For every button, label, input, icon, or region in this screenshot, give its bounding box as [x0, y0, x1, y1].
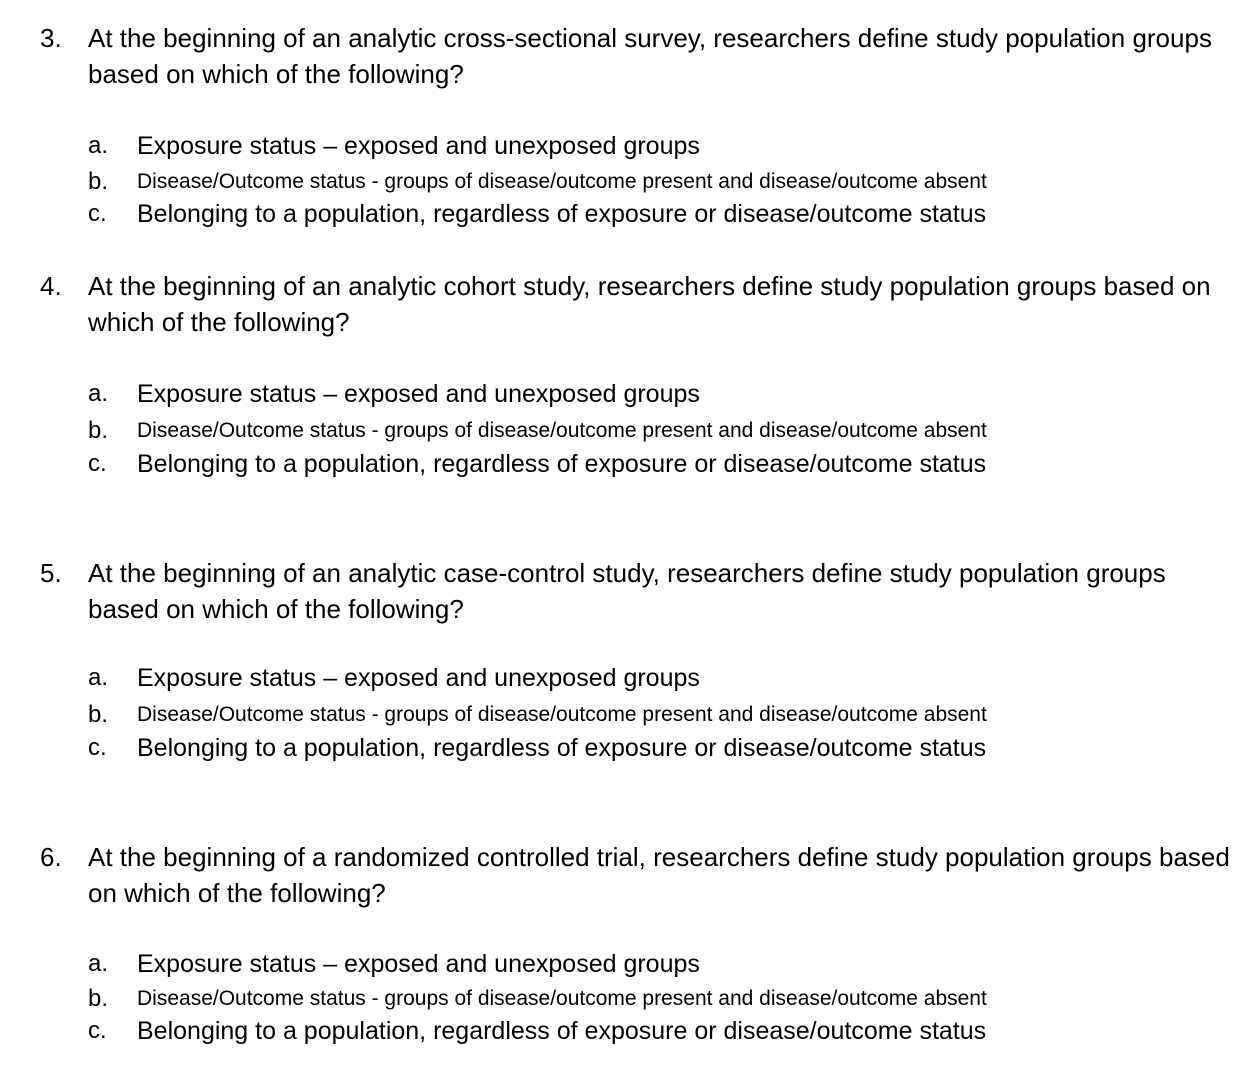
option-text: Disease/Outcome status - groups of disease/outcome present and disease/outcome absent — [137, 419, 987, 442]
option-text: Disease/Outcome status - groups of disease/outcome present and disease/outcome absent — [137, 987, 987, 1010]
option-c — [0, 447, 1254, 481]
option-letter: c. — [88, 450, 107, 477]
option-letter: a. — [88, 132, 109, 159]
option-b — [0, 698, 1254, 732]
question-text: At the beginning of an analytic case-control study, researchers define study population groups based on which of the following? — [88, 558, 1166, 624]
option-letter: a. — [88, 664, 109, 691]
option-a — [0, 377, 1254, 411]
question-number: 4. — [40, 271, 62, 301]
option-text: Exposure status – exposed and unexposed groups — [137, 950, 700, 978]
option-c — [0, 197, 1254, 231]
option-text: Belonging to a population, regardless of exposure or disease/outcome status — [137, 1017, 987, 1045]
option-b — [0, 414, 1254, 448]
option-letter: b. — [88, 701, 109, 728]
option-text: Exposure status – exposed and unexposed groups — [137, 664, 700, 692]
question-text: At the beginning of an analytic cross-sectional survey, researchers define study population groups based on which of the following? — [88, 23, 1212, 89]
option-c — [0, 731, 1254, 765]
option-letter: c. — [88, 1017, 107, 1044]
option-text: Belonging to a population, regardless of exposure or disease/outcome status — [137, 734, 987, 762]
question-text: At the beginning of an analytic cohort study, researchers define study population groups based on which of the following? — [88, 271, 1211, 337]
option-a — [0, 129, 1254, 163]
option-text: Disease/Outcome status - groups of disease/outcome present and disease/outcome absent — [137, 703, 987, 726]
option-letter: c. — [88, 734, 107, 761]
option-text: Belonging to a population, regardless of exposure or disease/outcome status — [137, 450, 987, 478]
option-letter: b. — [88, 985, 109, 1012]
option-b — [0, 982, 1254, 1016]
option-text: Exposure status – exposed and unexposed groups — [137, 380, 700, 408]
option-b — [0, 165, 1254, 199]
option-letter: c. — [88, 200, 107, 227]
option-c — [0, 1014, 1254, 1048]
option-a — [0, 947, 1254, 981]
question-number: 5. — [40, 558, 62, 588]
option-letter: a. — [88, 950, 109, 977]
option-text: Belonging to a population, regardless of exposure or disease/outcome status — [137, 200, 987, 228]
option-letter: b. — [88, 417, 109, 444]
option-letter: b. — [88, 168, 109, 195]
question-number: 3. — [40, 23, 62, 53]
question-text: At the beginning of a randomized controlled trial, researchers define study population groups based on which of the following? — [88, 842, 1230, 908]
option-letter: a. — [88, 380, 109, 407]
option-a — [0, 661, 1254, 695]
option-text: Disease/Outcome status - groups of disease/outcome present and disease/outcome absent — [137, 170, 987, 193]
question-number: 6. — [40, 842, 62, 872]
option-text: Exposure status – exposed and unexposed groups — [137, 132, 700, 160]
